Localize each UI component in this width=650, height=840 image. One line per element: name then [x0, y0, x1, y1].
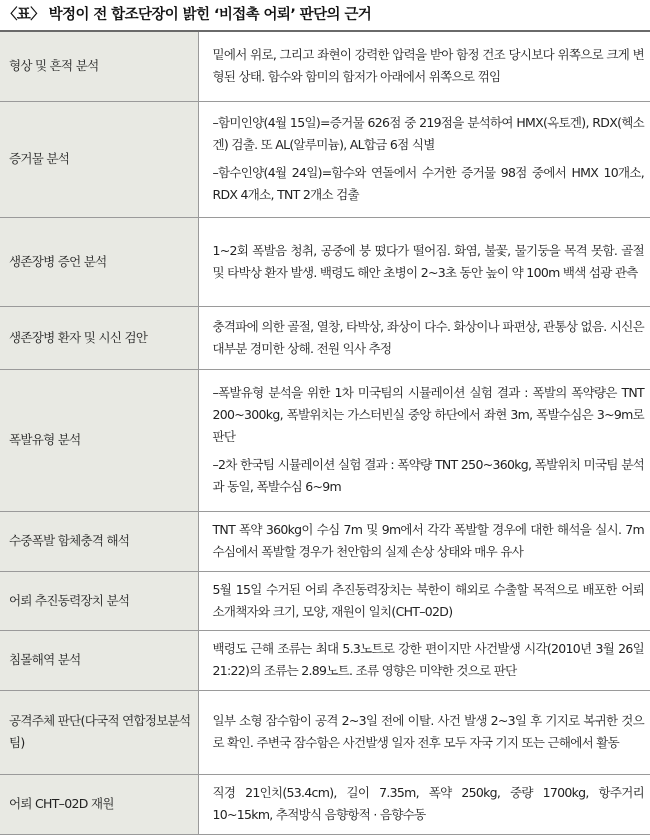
- row-label: 어뢰 추진동력장치 분석: [0, 571, 198, 630]
- row-paragraph: 1~2회 폭발음 청취, 공중에 붕 떴다가 떨어짐. 화염, 불꽃, 물기둥을 목격 못함. 골절 및 타박상 환자 발생. 백령도 해안 초병이 2~3초 동안 높이 약 100m 백색 섬광 관측: [212, 242, 644, 280]
- row-label: 공격주체 판단(다국적 연합정보분석팀): [0, 690, 198, 774]
- row-content: [198, 217, 650, 306]
- table-row: [0, 306, 650, 369]
- row-paragraph: –폭발유형 분석을 위한 1차 미국팀의 시뮬레이션 실험 결과 : 폭발의 폭약량은 TNT 200~300kg, 폭발위치는 가스터빈실 중앙 하단에서 좌현 3m, 폭발수심은 3~9m로 판단: [212, 385, 644, 444]
- row-content: [198, 101, 650, 217]
- table-row: [0, 630, 650, 690]
- row-content: [198, 690, 650, 774]
- row-label: 침몰해역 분석: [0, 630, 198, 690]
- row-paragraph: 일부 소형 잠수함이 공격 2~3일 전에 이탈. 사건 발생 2~3일 후 기지로 복귀한 것으로 확인. 주변국 잠수함은 사건발생 일자 전후 모두 자국 기지 또는 근해에서 활동: [212, 713, 644, 750]
- table-row: [0, 571, 650, 630]
- row-label: 수중폭발 함체충격 해석: [0, 511, 198, 571]
- row-paragraph: 충격파에 의한 골절, 열창, 타박상, 좌상이 다수. 화상이나 파편상, 관통상 없음. 시신은 대부분 경미한 상해. 전원 익사 추정: [212, 318, 644, 356]
- row-content: [198, 774, 650, 834]
- evidence-table: [0, 30, 650, 835]
- table-row: [0, 217, 650, 306]
- row-content: [198, 369, 650, 511]
- row-content: [198, 571, 650, 630]
- row-paragraph: TNT 폭약 360kg이 수심 7m 및 9m에서 각각 폭발할 경우에 대한 해석을 실시. 7m 수심에서 폭발할 경우가 천안함의 실제 손상 상태와 매우 유사: [212, 522, 644, 559]
- table-row: [0, 774, 650, 834]
- row-content: [198, 31, 650, 101]
- row-label: 형상 및 흔적 분석: [0, 31, 198, 101]
- table-row: [0, 690, 650, 774]
- row-paragraph: –함수인양(4월 24일)=함수와 연돌에서 수거한 증거물 98점 중에서 HMX 10개소, RDX 4개소, TNT 2개소 검출: [212, 165, 644, 202]
- row-label: 생존장병 환자 및 시신 검안: [0, 306, 198, 369]
- row-content: [198, 630, 650, 690]
- table-row: [0, 31, 650, 101]
- row-content: [198, 306, 650, 369]
- row-content: [198, 511, 650, 571]
- table-title: 〈표〉 박정이 전 합조단장이 밝힌 ‘비접촉 어뢰’ 판단의 근거: [3, 7, 372, 23]
- row-paragraph: 직경 21인치(53.4cm), 길이 7.35m, 폭약 250kg, 중량 1700kg, 항주거리 10~15km, 추적방식 음향항적 · 음향수동: [212, 785, 644, 822]
- row-paragraph: 5월 15일 수거된 어뢰 추진동력장치는 북한이 해외로 수출할 목적으로 배포한 어뢰 소개책자와 크기, 모양, 재원이 일치(CHT–02D): [212, 581, 644, 619]
- row-label: 생존장병 증언 분석: [0, 217, 198, 306]
- row-label: 어뢰 CHT–02D 재원: [0, 774, 198, 834]
- row-paragraph: 백령도 근해 조류는 최대 5.3노트로 강한 편이지만 사건발생 시각(2010년 3월 26일 21:22)의 조류는 2.89노트. 조류 영향은 미약한 것으로 판단: [212, 641, 644, 678]
- row-paragraph: –함미인양(4월 15일)=증거물 626점 중 219점을 분석하여 HMX(옥토겐), RDX(헥소겐) 검출. 또 AL(알루미늄), AL합금 6점 식별: [212, 115, 644, 152]
- row-label: 증거물 분석: [0, 101, 198, 217]
- row-label: 폭발유형 분석: [0, 369, 198, 511]
- row-paragraph: 밑에서 위로, 그리고 좌현이 강력한 압력을 받아 함정 건조 당시보다 위쪽으로 크게 변형된 상태. 함수와 함미의 함저가 아래에서 위쪽으로 꺾임: [212, 47, 644, 85]
- table-row: [0, 511, 650, 571]
- table-row: [0, 369, 650, 511]
- row-paragraph: –2차 한국팀 시뮬레이션 실험 결과 : 폭약량 TNT 250~360kg, 폭발위치 미국팀 분석과 동일, 폭발수심 6~9m: [212, 457, 644, 494]
- table-row: [0, 101, 650, 217]
